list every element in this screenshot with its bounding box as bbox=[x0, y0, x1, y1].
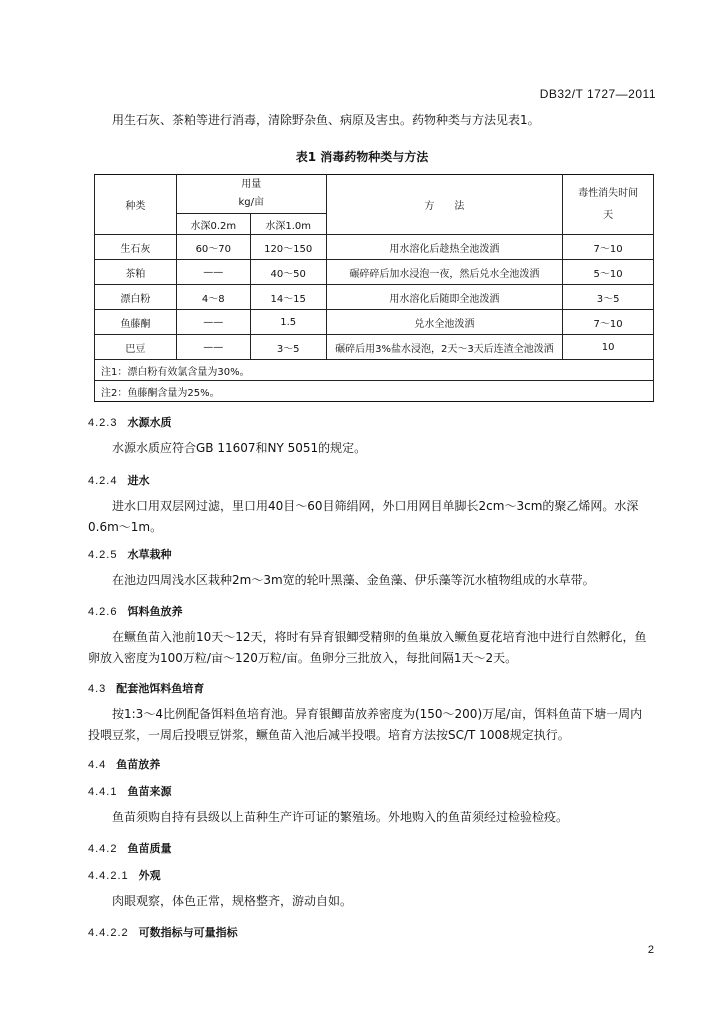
table-note: 注1：漂白粉有效氯含量为30%。 bbox=[95, 360, 654, 381]
section-heading-4-2-4 bbox=[88, 472, 149, 488]
section-number: 4.2.4 bbox=[88, 475, 118, 487]
section-heading-4-3 bbox=[88, 680, 204, 696]
section-title: 可数指标与可量指标 bbox=[138, 926, 238, 939]
table-note-row bbox=[95, 381, 654, 402]
table-row bbox=[95, 235, 654, 260]
table-row bbox=[95, 310, 654, 335]
section-number: 4.2.3 bbox=[88, 417, 118, 429]
section-heading-4-4-2 bbox=[88, 840, 171, 856]
section-title: 饵料鱼放养 bbox=[127, 605, 183, 618]
section-text: 在鳜鱼苗入池前10天～12天，将时有异育银鲫受精卵的鱼巢放入鳜鱼夏花培育池中进行自然孵化，鱼卵放入密度为100万粒/亩～120万粒/亩。鱼卵分三批放入，每批间隔1天～2天。 bbox=[88, 630, 647, 665]
cell-dose-b: 40～50 bbox=[250, 260, 326, 285]
intro-paragraph: 用生石灰、茶粕等进行消毒，清除野杂鱼、病原及害虫。药物种类与方法见表1。 bbox=[112, 113, 540, 127]
cell-days: 7～10 bbox=[563, 310, 654, 335]
section-heading-4-2-5 bbox=[88, 546, 171, 562]
section-text: 鱼苗须购自持有县级以上苗种生产许可证的繁殖场。外地购入的鱼苗须经过检验检疫。 bbox=[112, 810, 569, 824]
table-title: 表1 消毒药物种类与方法 bbox=[295, 150, 429, 164]
section-number: 4.3 bbox=[88, 683, 107, 695]
section-heading-4-4 bbox=[88, 756, 160, 772]
header-dosage-label: 用量 bbox=[241, 179, 262, 190]
header-method: 方 法 bbox=[326, 175, 563, 235]
cell-kind: 茶粕 bbox=[95, 260, 177, 285]
cell-dose-a: —— bbox=[176, 310, 250, 335]
table-row bbox=[95, 260, 654, 285]
cell-dose-a: —— bbox=[176, 335, 250, 360]
section-title: 鱼苗质量 bbox=[127, 842, 172, 855]
section-title: 进水 bbox=[127, 474, 150, 487]
section-heading-4-4-1 bbox=[88, 783, 171, 799]
section-number: 4.4.2.2 bbox=[88, 927, 129, 939]
section-title: 外观 bbox=[138, 869, 161, 882]
cell-method: 碾碎后用3%盐水浸泡，2天～3天后连渣全池泼洒 bbox=[326, 335, 563, 360]
cell-method: 碾碎碎后加水浸泡一夜，然后兑水全池泼洒 bbox=[326, 260, 563, 285]
header-dosage-unit: kg/亩 bbox=[238, 197, 264, 208]
section-title: 鱼苗来源 bbox=[127, 785, 172, 798]
cell-dose-b: 1.5 bbox=[250, 310, 326, 335]
section-title: 鱼苗放养 bbox=[116, 758, 161, 771]
cell-days: 3～5 bbox=[563, 285, 654, 310]
disinfectant-table bbox=[94, 174, 654, 402]
cell-dose-b: 3～5 bbox=[250, 335, 326, 360]
section-number: 4.2.5 bbox=[88, 549, 118, 561]
cell-dose-a: 4～8 bbox=[176, 285, 250, 310]
page-number: 2 bbox=[647, 944, 654, 956]
cell-method: 兑水全池泼洒 bbox=[326, 310, 563, 335]
section-number: 4.4.2.1 bbox=[88, 870, 129, 882]
section-heading-4-2-3 bbox=[88, 414, 171, 430]
section-number: 4.4 bbox=[88, 759, 107, 771]
section-text: 肉眼观察，体色正常，规格整齐，游动自如。 bbox=[112, 894, 353, 908]
section-text: 在池边四周浅水区栽种2m～3m宽的轮叶黑藻、金鱼藻、伊乐藻等沉水植物组成的水草带。 bbox=[112, 573, 595, 587]
section-number: 4.2.6 bbox=[88, 606, 118, 618]
cell-method: 用水溶化后趁热全池泼洒 bbox=[326, 235, 563, 260]
header-dosage bbox=[176, 175, 326, 214]
cell-kind: 鱼藤酮 bbox=[95, 310, 177, 335]
cell-days: 10 bbox=[563, 335, 654, 360]
section-heading-4-4-2-1 bbox=[88, 867, 161, 883]
cell-dose-a: 60～70 bbox=[176, 235, 250, 260]
section-text: 按1:3～4比例配备饵料鱼培育池。异育银鲫苗放养密度为(150～200)万尾/亩，饵料鱼苗下塘一周内投喂豆浆，一周后投喂豆饼浆，鳜鱼苗入池后减半投喂。培育方法按SC/T 1008规定执行。 bbox=[88, 707, 643, 742]
cell-kind: 生石灰 bbox=[95, 235, 177, 260]
cell-kind: 巴豆 bbox=[95, 335, 177, 360]
cell-days: 7～10 bbox=[563, 235, 654, 260]
table-row bbox=[95, 335, 654, 360]
cell-method: 用水溶化后随即全池泼洒 bbox=[326, 285, 563, 310]
header-kind: 种类 bbox=[95, 175, 177, 235]
table-note: 注2：鱼藤酮含量为25%。 bbox=[95, 381, 654, 402]
section-text: 进水口用双层网过滤，里口用40目～60目筛绢网，外口用网目单脚长2cm～3cm的聚乙烯网。水深0.6m～1m。 bbox=[88, 499, 639, 534]
section-title: 水草栽种 bbox=[127, 548, 172, 561]
section-heading-4-2-6 bbox=[88, 603, 182, 619]
cell-days: 5～10 bbox=[563, 260, 654, 285]
table-row bbox=[95, 285, 654, 310]
section-title: 水源水质 bbox=[127, 416, 172, 429]
section-heading-4-4-2-2 bbox=[88, 924, 238, 940]
standard-code: DB32/T 1727—2011 bbox=[539, 87, 656, 101]
header-toxic-time bbox=[563, 175, 654, 235]
cell-kind: 漂白粉 bbox=[95, 285, 177, 310]
section-number: 4.4.2 bbox=[88, 843, 118, 855]
cell-dose-a: —— bbox=[176, 260, 250, 285]
header-depth-b: 水深1.0m bbox=[250, 214, 326, 235]
header-toxic-label: 毒性消失时间 bbox=[578, 187, 639, 199]
section-number: 4.4.1 bbox=[88, 786, 118, 798]
header-toxic-unit: 天 bbox=[603, 209, 614, 221]
cell-dose-b: 120～150 bbox=[250, 235, 326, 260]
section-text: 水源水质应符合GB 11607和NY 5051的规定。 bbox=[112, 441, 367, 455]
table-note-row bbox=[95, 360, 654, 381]
section-title: 配套池饵料鱼培育 bbox=[116, 682, 205, 695]
cell-dose-b: 14～15 bbox=[250, 285, 326, 310]
header-depth-a: 水深0.2m bbox=[176, 214, 250, 235]
